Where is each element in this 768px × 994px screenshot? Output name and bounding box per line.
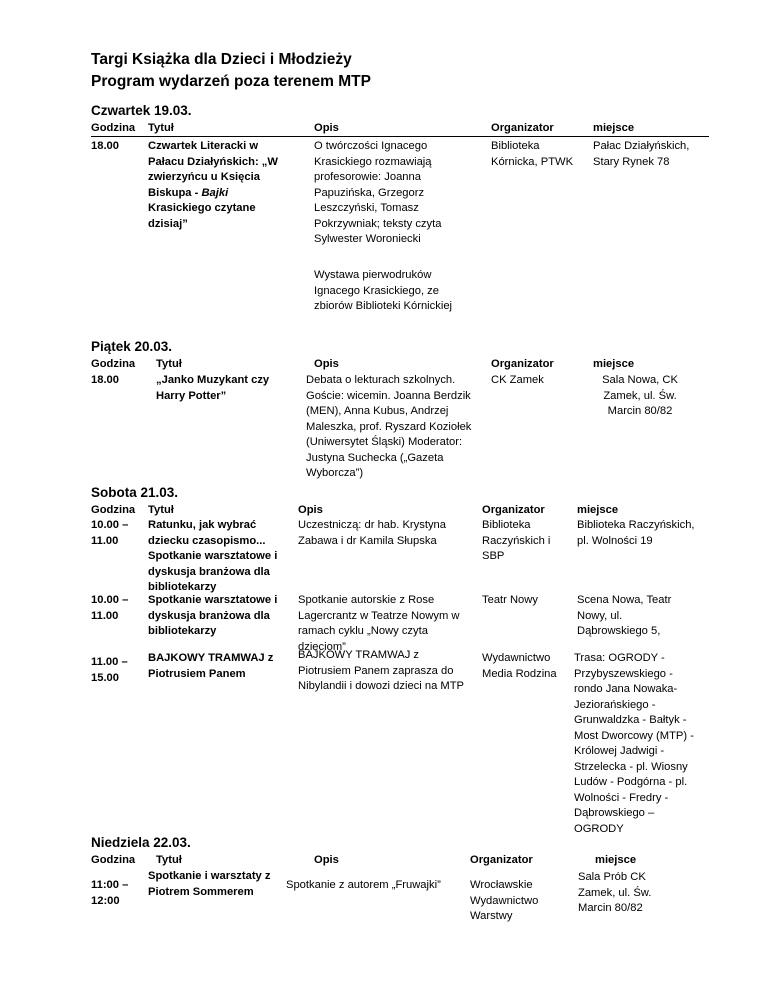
event-description: Uczestniczą: dr hab. Krystyna Zabawa i dr Kamila Słupska — [298, 519, 446, 547]
event-time: 10.00 – 11.00 — [91, 519, 129, 547]
event-place: Sala Prób CK Zamek, ul. Św. Marcin 80/82 — [578, 871, 652, 914]
header-rule — [91, 136, 709, 137]
col-header-godzina: Godzina — [91, 504, 136, 516]
day-heading-thursday: Czwartek 19.03. — [91, 103, 192, 118]
event-description-exhibition: Wystawa pierwodruków Ignacego Krasickiego, ze zbiorów Biblioteki Kórnickiej — [314, 269, 453, 312]
event-organizer: CK Zamek — [491, 374, 544, 386]
col-header-tytul: Tytuł — [148, 504, 174, 516]
event-title: BAJKOWY TRAMWAJ z Piotrusiem Panem — [148, 652, 274, 680]
event-title: Czwartek Literacki w Pałacu Działyńskich: „W zwierzyńcu u Księcia Biskupa - Bajki Krasickiego czytane dzisiaj” — [148, 140, 278, 230]
day-heading-friday: Piątek 20.03. — [91, 339, 173, 354]
event-place: Trasa: OGRODY - Przybyszewskiego - rondo Jana Nowaka-Jeziorańskiego - Grunwaldzka - Bałtyk - Most Dworcowy (MTP) - Królowej Jadwigi - Strzelecka - pl. Wiosny Ludów - Podgórna - pl. Wolności - Fredry - Dąbrowskiego – OGRODY — [574, 652, 694, 835]
col-header-godzina: Godzina — [91, 358, 136, 370]
event-description: Spotkanie autorskie z Rose Lagercrantz w Teatrze Nowym w ramach cyklu „Nowy czyta dzieciom” — [298, 594, 460, 653]
col-header-opis: Opis — [314, 854, 339, 866]
col-header-miejsce: miejsce — [595, 854, 637, 866]
day-heading-saturday: Sobota 21.03. — [91, 485, 179, 500]
col-header-godzina: Godzina — [91, 122, 136, 134]
col-header-miejsce: miejsce — [593, 358, 635, 370]
col-header-tytul: Tytuł — [148, 122, 174, 134]
event-organizer: Wrocławskie Wydawnictwo Warstwy — [470, 879, 539, 922]
event-title: „Janko Muzykant czy Harry Potter” — [156, 374, 270, 402]
event-place: Biblioteka Raczyńskich, pl. Wolności 19 — [577, 519, 695, 547]
event-title: Ratunku, jak wybrać dziecku czasopismo... Spotkanie warsztatowe i dyskusja branżowa dla bibliotekarzy — [148, 519, 278, 593]
col-header-organizator: Organizator — [491, 358, 554, 370]
event-description: Spotkanie z autorem „Fruwajki” — [286, 879, 441, 891]
event-organizer: Biblioteka Kórnicka, PTWK — [491, 140, 574, 168]
col-header-miejsce: miejsce — [577, 504, 619, 516]
col-header-opis: Opis — [314, 358, 339, 370]
event-title: Spotkanie i warsztaty z Piotrem Sommerem — [148, 870, 271, 898]
event-time: 11:00 – 12:00 — [91, 879, 129, 907]
event-description: O twórczości Ignacego Krasickiego rozmawiają profesorowie: Joanna Papuzińska, Grzegorz Leszczyński, Tomasz Pokrzywniak; teksty czyta Sylwester Woroniecki — [314, 140, 442, 245]
col-header-miejsce: miejsce — [593, 122, 635, 134]
event-time: 11.00 – 15.00 — [91, 656, 128, 684]
title-line-2: Program wydarzeń poza terenem MTP — [91, 73, 371, 90]
event-time: 18.00 — [91, 140, 119, 152]
col-header-opis: Opis — [298, 504, 323, 516]
event-time: 18.00 — [91, 374, 119, 386]
col-header-godzina: Godzina — [91, 854, 136, 866]
event-title: Spotkanie warsztatowe i dyskusja branżowa dla bibliotekarzy — [148, 594, 278, 637]
event-organizer: Teatr Nowy — [482, 594, 538, 606]
col-header-opis: Opis — [314, 122, 339, 134]
col-header-organizator: Organizator — [470, 854, 533, 866]
event-place: Scena Nowa, Teatr Nowy, ul. Dąbrowskiego 5, — [577, 594, 672, 637]
document-title — [91, 49, 371, 93]
event-description: BAJKOWY TRAMWAJ z Piotrusiem Panem zaprasza do Nibylandii i dowozi dzieci na MTP — [298, 649, 465, 692]
event-description: Debata o lekturach szkolnych. Goście: wicemin. Joanna Berdzik (MEN), Anna Kubus, Andrzej Maleszka, prof. Ryszard Koziołek (Uniwersytet Śląski) Moderator: Justyna Suchecka („Gazeta Wyborcza”) — [306, 374, 472, 479]
event-organizer: Biblioteka Raczyńskich i SBP — [482, 519, 551, 562]
day-heading-sunday: Niedziela 22.03. — [91, 835, 191, 850]
col-header-tytul: Tytuł — [156, 358, 182, 370]
event-place: Sala Nowa, CK Zamek, ul. Św. Marcin 80/82 — [602, 374, 678, 417]
col-header-tytul: Tytuł — [156, 854, 182, 866]
event-place: Pałac Działyńskich, Stary Rynek 78 — [593, 140, 690, 168]
event-organizer: Wydawnictwo Media Rodzina — [482, 652, 557, 680]
event-time: 10.00 – 11.00 — [91, 594, 129, 622]
col-header-organizator: Organizator — [482, 504, 545, 516]
col-header-organizator: Organizator — [491, 122, 554, 134]
title-line-1: Targi Książka dla Dzieci i Młodzieży — [91, 51, 352, 68]
